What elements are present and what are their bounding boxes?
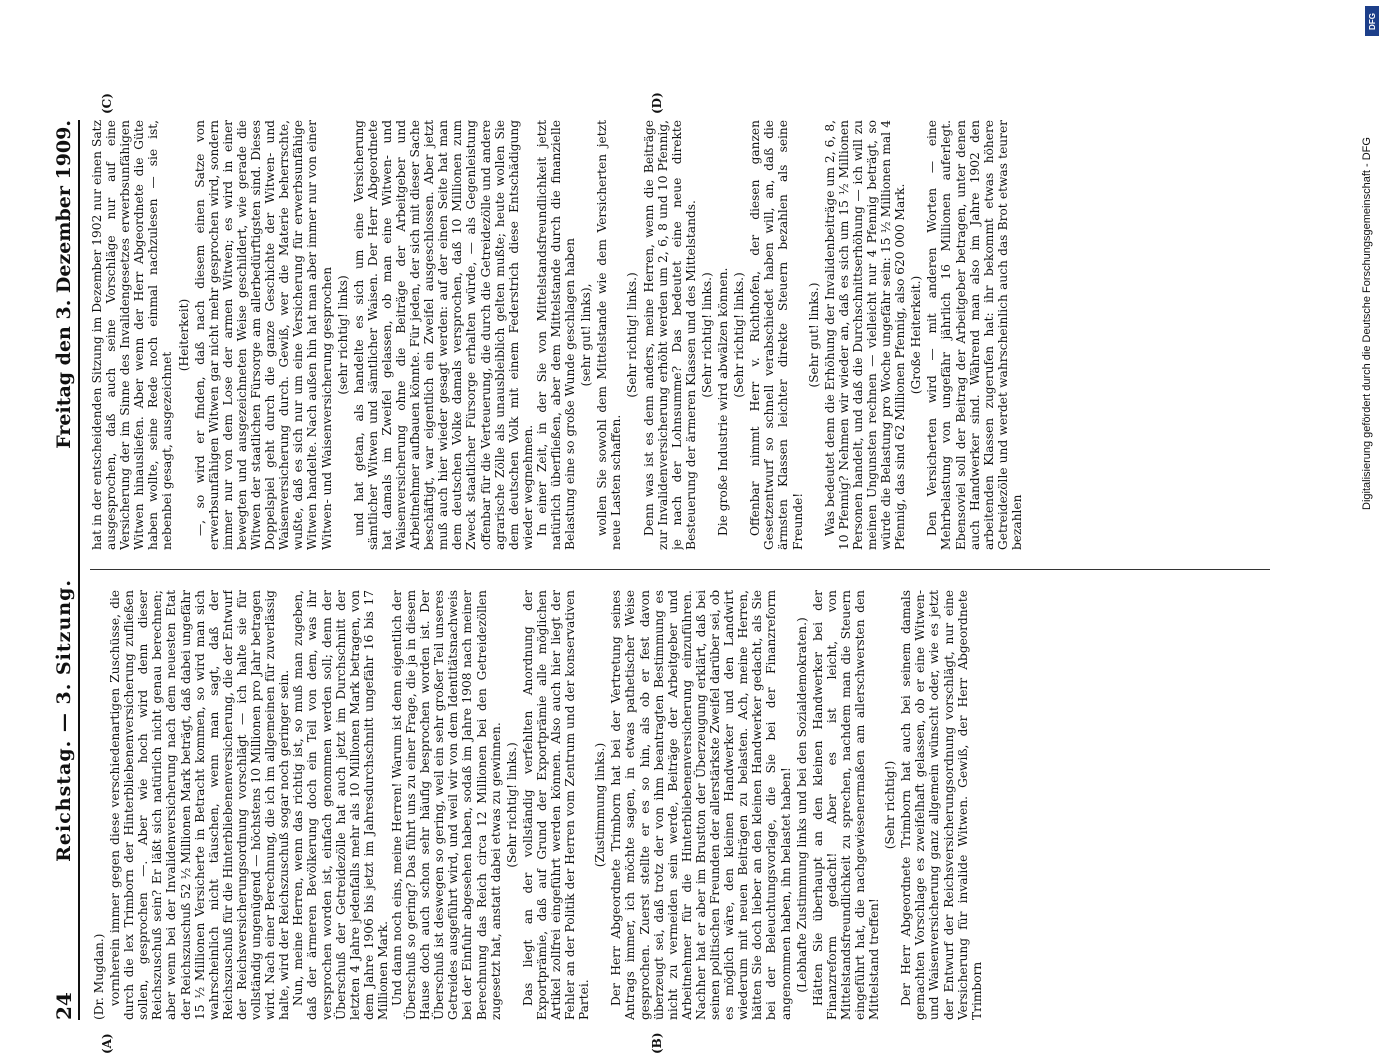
paragraph: Was bedeutet denn die Erhöhung der Invalidenbeiträge um 2, 6, 8, 10 Pfennig? Nehmen wir wieder an, daß es sich um 15 ½ Millionen Personen handelt, und daß die Durchschnittserhöhung — ich will zu meinen Ungunsten rechnen — vielleicht nur 4 Pfennig beträgt, so würde die Belastung pro Woche ungefähr sein: 15 ½ Millionen mal 4 Pfennig, das sind 62 Millionen Pfennig, also 620 000 Mark. [823,120,908,550]
interjection: (Heiterkeit) [177,120,191,550]
page-number: 24 [52,992,76,1020]
paragraph: Das liegt an der vollständig verfehlten Anordnung der Exportprämie, daß auf Grund der Exportprämie alle möglichen Artikel zollfrei eingeführt werden können. Also auch hier liegt der Fehler an der Politik der Herren vom Zentrum und der konservativen Partei. [521,590,591,1020]
paragraph: Der Herr Abgeordnete Trimborn hat bei der Vertretung seines Antrags immer, ich möchte sagen, in etwas pathetischer Weise gesprochen. Zuerst stellte er es so hin, als ob er fest davon überzeugt sei, daß trotz der von ihm beantragten Bestimmung es nicht zu vermeiden sein werde, Beiträge der Arbeitgeber und Arbeitnehmer für die Hinterbliebenenversicherung einzuführen. Nachher hat er aber im Brustton der Überzeugung erklärt, daß bei seinen politischen Freunden der allerstärkste Zweifel darüber sei, ob es möglich wäre, den kleinen Handwerker und den Landwirt wiederum mit neuen Beiträgen zu belasten. Ach, meine Herren, hätten Sie doch lieber an den kleinen Handwerker gedacht, als Sie bei der Beleuchtungsvorlage, die Sie bei der Finanzreform angenommen haben, ihn belastet haben! [609,590,792,1020]
interjection: (Sehr richtig! links.) [625,120,639,550]
paragraph: hat in der entscheidenden Sitzung im Dezember 1902 nur einen Satz ausgesprochen, daß auch seine Vorschläge nur auf eine Versicherung der im Sinne des Invalidengesetzes erwerbsunfähigen Witwen hinausliefen. Aber wenn der Herr Abgeordnete die Güte haben wollte, seine Rede noch einmal nachzulesen — sie ist, nebenbei gesagt, ausgezeichnet [90,120,175,550]
margin-marker-b: (B) [650,1033,664,1054]
interjection: (sehr richtig! links) [336,120,350,550]
paragraph: Die große Industrie wird abwälzen können. [716,120,730,550]
paragraph: In einer Zeit, in der Sie von Mittelstandsfreundlichkeit jetzt natürlich überfließen, aber dem Mittelstande durch die finanzielle Belastung eine so große Wunde geschlagen haben [535,120,577,550]
running-title: Reichstag. — 3. Sitzung. [53,579,75,862]
interjection: (Sehr richtig!) [883,590,897,1020]
interjection: (sehr gut! links), [579,120,593,550]
paragraph: Hätten Sie überhaupt an den kleinen Handwerker bei der Finanzreform gedacht! Aber es ist leicht, von Mittelstandsfreundlichkeit zu sprechen, nachdem man die Steuern eingeführt hat, die nachgewiesenermaßen am allerschwersten den Mittelstand treffen! [811,590,881,1020]
interjection: (Große Heiterkeit.) [909,120,923,550]
page-date: Freitag den 3. Dezember 1909. [53,120,75,449]
right-column [90,120,1270,550]
paragraph: —, so wird er finden, daß nach diesem einen Satze von erwerbsunfähigen Witwen gar nicht mehr gesprochen wird, sondern immer nur von dem Lose der armen Witwen; es wird in einer bewegten und ausgezeichneten Weise geschildert, wie gerade die Witwen der staatlichen Fürsorge am allerbedürftigsten sind. Dieses Doppelspiel geht durch die ganze Geschichte der Witwen- und Waisenversicherung durch. Gewiß, wer die Materie beherrschte, wußte, daß es sich nur um eine Versicherung für erwerbsunfähige Witwen handelte. Nach außen hin hat man aber immer nur von einer Witwen- und Waisenversicherung gesprochen [193,120,334,550]
speaker-label: (Dr. Mugdan.) [92,590,106,1020]
margin-marker-d: (D) [650,92,664,114]
interjection: (Sehr richtig! links.) [700,120,714,550]
paragraph: und hat getan, als handelte es sich um eine Versicherung sämtlicher Witwen und sämtlicher Waisen. Der Herr Abgeordnete hat damals im Zweifel gelassen, ob man eine Witwen- und Waisenversicherung ohne die Beiträge der Arbeitgeber und Arbeitnehmer aufbauen könnte. Für jeden, der sich mit dieser Sache beschäftigt, war eigentlich ein Zweifel ausgeschlossen. Aber jetzt muß auch hier wieder gesagt werden: auf der einen Seite hat man dem deutschen Volke damals versprochen, daß 10 Millionen zum Zweck staatlicher Fürsorge erhalten würde, — als Gegenleistung offenbar für die Verteuerung, die durch die Getreidezölle und andere agrarische Zölle als unausbleiblich gelten mußte; heute wollen Sie dem deutschen Volk mit einem Federstrich diese Entschädigung wieder wegnehmen. [352,120,535,550]
interjection: (Sehr richtig! links.) [732,120,746,550]
interjection: (Lebhafte Zustimmung links und bei den Sozialdemokraten.) [795,590,809,1020]
paragraph: Denn was ist es denn anders, meine Herren, wenn die Beiträge zur Invalidenversicherung erhöht werden um 2, 6, 8 und 10 Pfennig, je nach der Lohnsumme? Das bedeutet eine neue direkte Besteuerung der ärmeren Klassen und des Mittelstands. [642,120,698,550]
paragraph: wollen Sie sowohl dem Mittelstande wie dem Versicherten jetzt neue Lasten schaffen. [595,120,623,550]
interjection: (Sehr richtig! links.) [505,590,519,1020]
page-inner [50,120,1300,1020]
paragraph: Der Herr Abgeordnete Trimborn hat auch bei seinem damals gemachten Vorschlage es zweifelhaft gelassen, ob er eine Witwen- und Waisenversicherung ganz allgemein wünscht oder, wie es jetzt der Entwurf der Reichsversicherungsordnung vorschlägt, nur eine Versicherung für invalide Witwen. Gewiß, der Herr Abgeordnete Trimborn [899,590,984,1020]
running-header [50,120,80,1020]
paragraph: Und dann noch eins, meine Herren! Warum ist denn eigentlich der Überschuß so gering? Das führt uns zu einer Frage, die ja in diesem Hause doch auch schon sehr häufig besprochen worden ist. Der Überschuß ist deswegen so gering, weil ein sehr großer Teil unseres Getreides ausgeführt wird, und weil wir von dem Identitätsnachweis bei der Einfuhr abgesehen haben, sodaß im Jahre 1908 nach meiner Berechnung das Reich circa 12 Millionen bei den Getreidezöllen zugesetzt hat, anstatt dabei etwas zu gewinnen. [390,590,503,1020]
digitization-note-text: Digitalisierung gefördert durch die Deutsche Forschungsgemeinschaft - DFG [1361,137,1373,510]
interjection: (Sehr gut! links.) [807,120,821,550]
interjection: (Zustimmung links.) [593,590,607,1020]
margin-marker-c: (C) [100,93,114,114]
paragraph: vornherein immer gegen diese verschiedenartigen Zuschüsse, die durch die lex Trimborn der Hinterbliebenenversicherung zufließen sollen, gesprochen —. Aber wie hoch wird denn dieser Reichszuschuß sein? Er läßt sich natürlich nicht genau berechnen; aber wenn bei der Invalidenversicherung nach dem neuesten Etat der Reichszuschuß 52 ½ Millionen Mark beträgt, daß dabei ungefähr 15 ½ Millionen Versicherte in Betracht kommen, so wird man sich wahrscheinlich nicht täuschen, wenn man sagt, daß der Reichszuschuß für die Hinterbliebenenversicherung, die der Entwurf der Reichsversicherungsordnung vorschlägt — ich halte sie für vollständig ungenügend — höchstens 10 Millionen pro Jahr betragen wird. Nach einer Berechnung, die ich im allgemeinen für zuverlässig halte, wird der Reichszuschuß sogar noch geringer sein. [108,590,291,1020]
digitization-note [1361,10,1381,530]
paragraph: Nun, meine Herren, wenn das richtig ist, so muß man zugeben, daß der ärmeren Bevölkerung doch ein Teil von dem, was ihr versprochen worden ist, einfach genommen werden soll; denn der Überschuß der Getreidezölle hat auch jetzt im Durchschnitt der letzten 4 Jahre jedenfalls mehr als 10 Millionen Mark betragen, von dem Jahre 1906 bis jetzt im Jahresdurchschnitt ungefähr 16 bis 17 Millionen Mark. [291,590,390,1020]
dfg-logo [1365,6,1379,36]
margin-marker-a: (A) [100,1033,114,1054]
dfg-logo-text: DFG [1368,13,1377,30]
left-column [90,590,1270,1020]
paragraph: Den Versicherten wird — mit anderen Worten — eine Mehrbelastung von ungefähr jährlich 16 Millionen auferlegt. Ebensoviel soll der Beitrag der Arbeitgeber betragen, unter denen auch Handwerker sind. Während man also im Jahre 1902 den arbeitenden Klassen zugerufen hat: ihr bekommt etwas höhere Getreidezölle und werdet wahrscheinlich auch das Brot etwas teurer bezahlen [925,120,1024,550]
paragraph: Offenbar nimmt Herr v. Richthofen, der diesen ganzen Gesetzentwurf so schnell verabschiedet haben will, an, daß die ärmsten Klassen leichter direkte Steuern bezahlen als seine Freunde! [748,120,804,550]
column-divider [90,569,1270,570]
scanned-page [50,0,920,1020]
